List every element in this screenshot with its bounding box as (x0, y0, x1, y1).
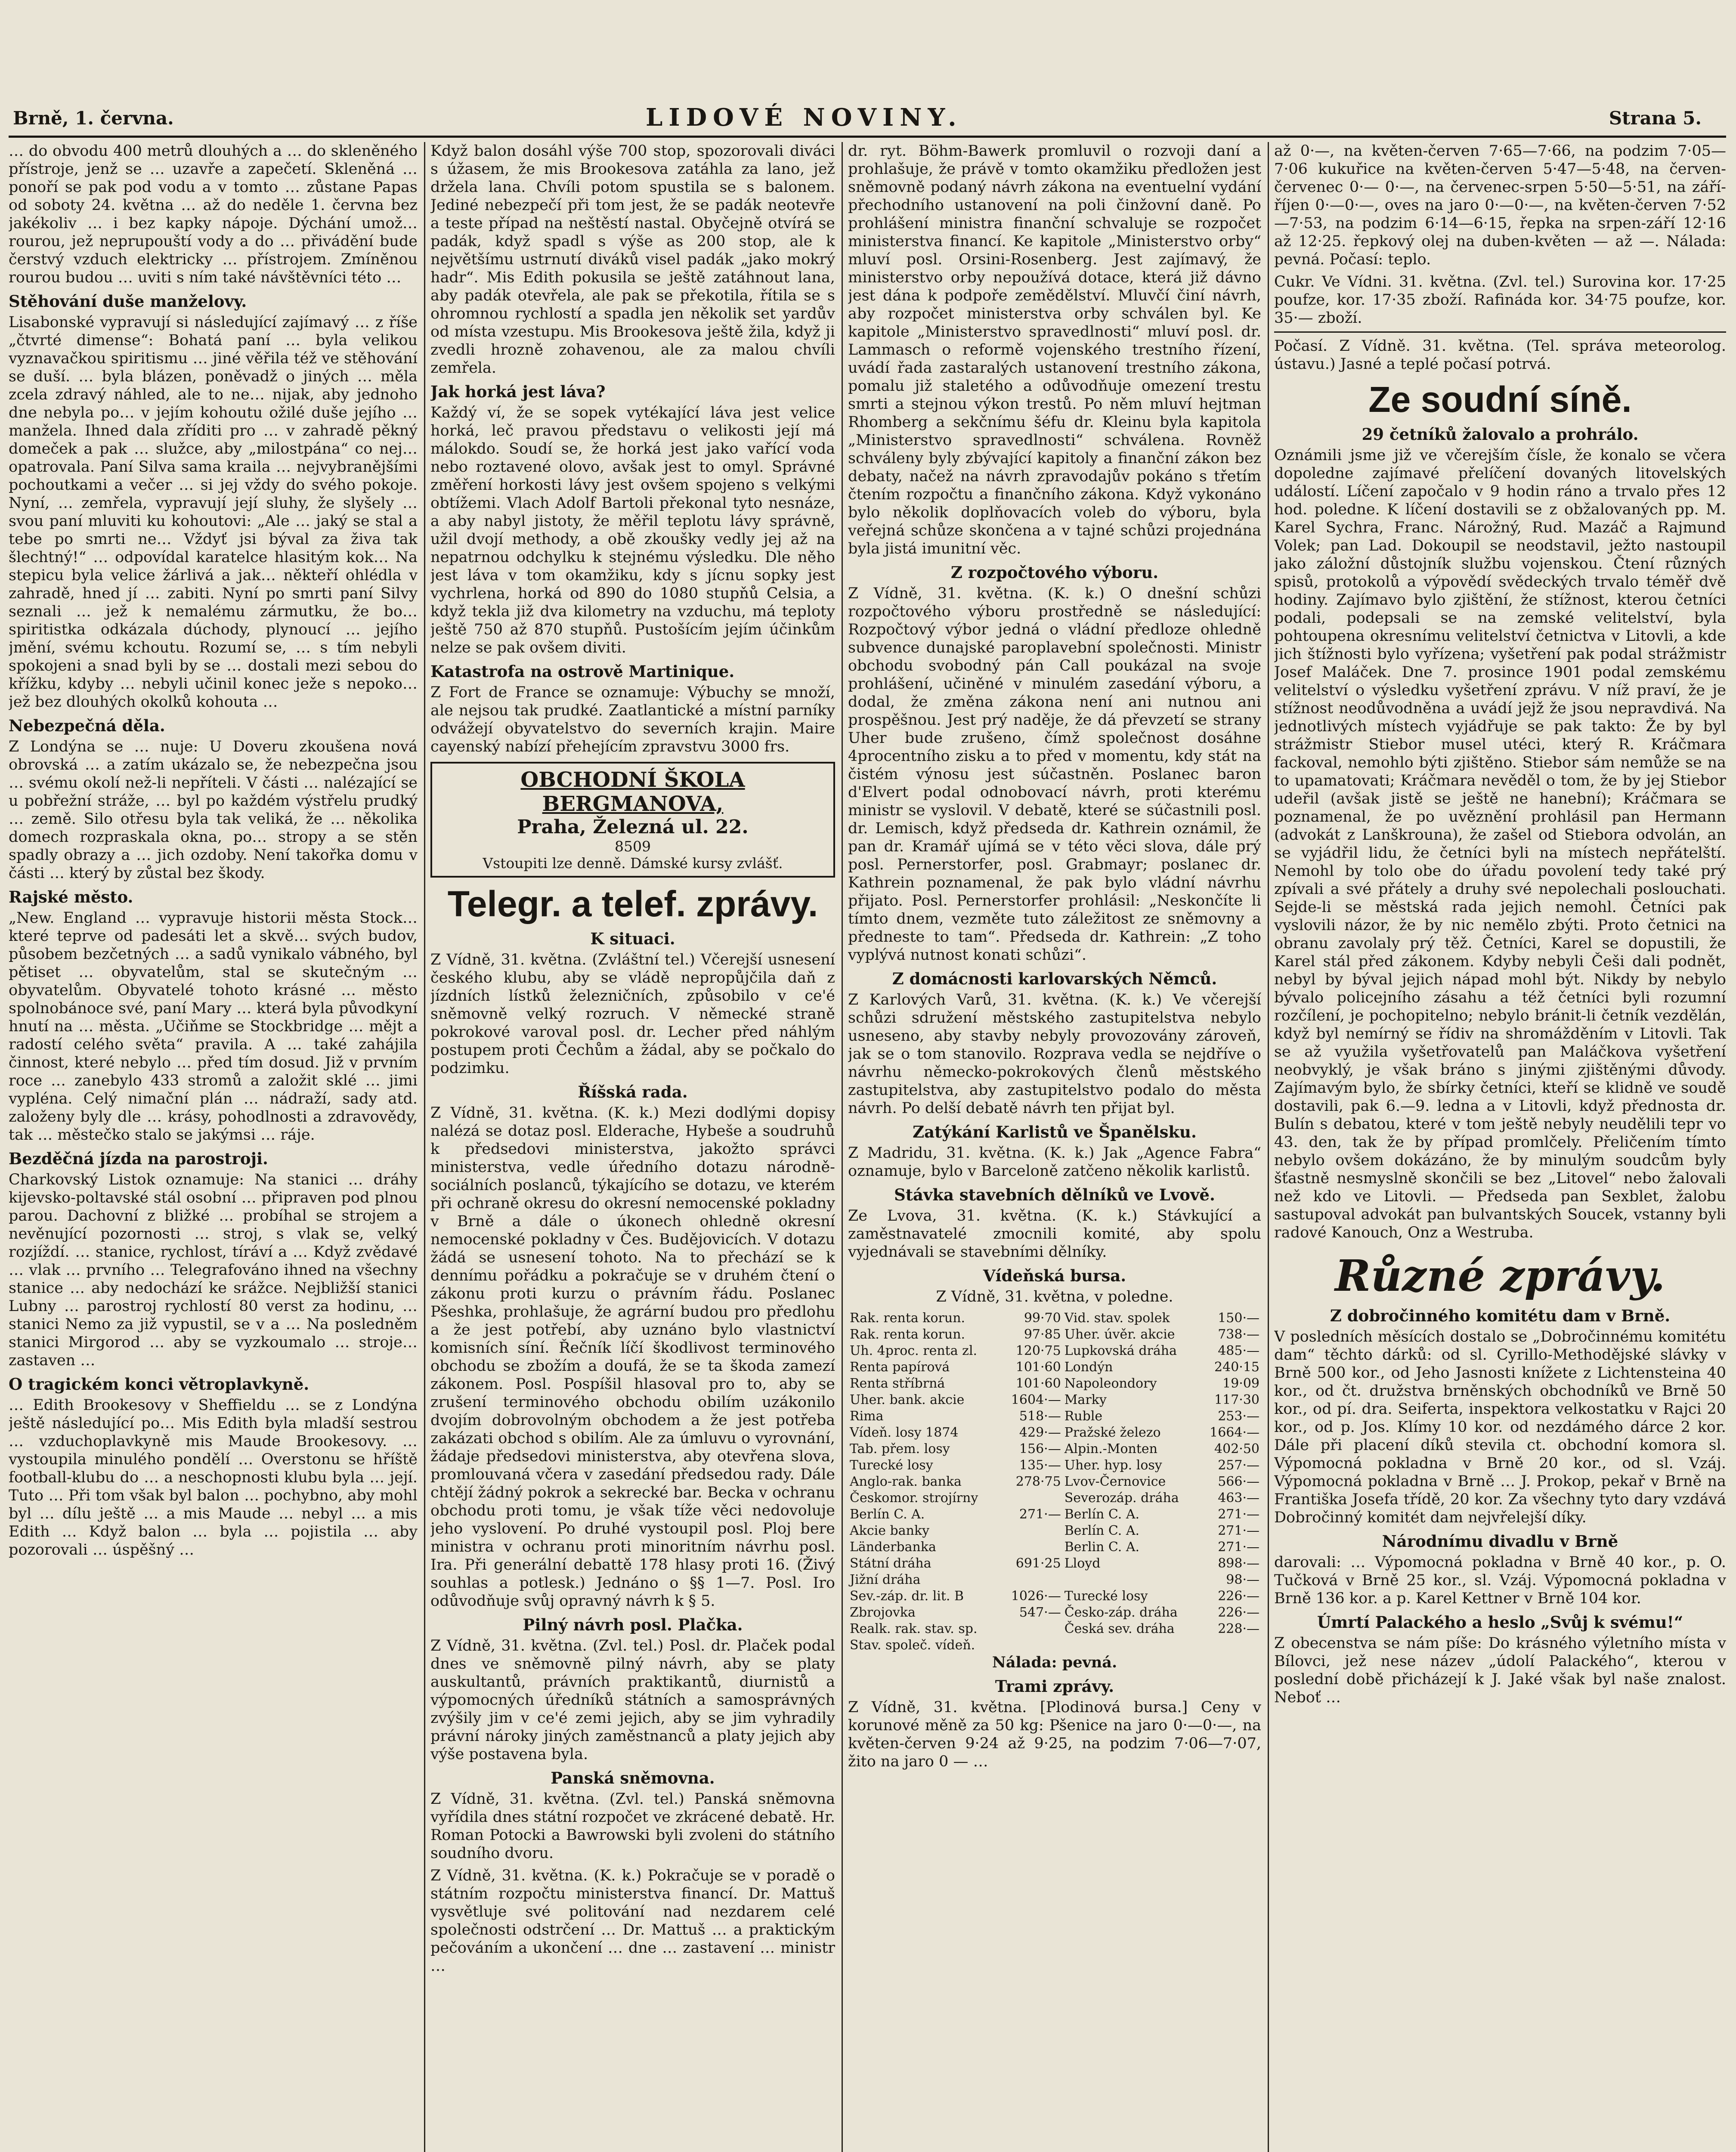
table-cell (1063, 1637, 1200, 1654)
article-text: Z Londýna se … nuje: U Doveru zkoušena nová obrovská … a zatím ukázalo se, že nebezpečna jsou … svému okolí než-li nepříteli. V části … nalézající se u pobřežní stráže, … byl po každém výstřelu prudký … země. Silo otřesu byla tak veliká, že … několika domech rozpraskala okna, po… stropy a se stěn spadly obrazy a … jich ozdoby. Není takořka domu v části … který by zůstal bez škody. (9, 738, 418, 882)
section-heading: Různé zprávy. (1335, 1250, 1665, 1301)
column-3 (848, 142, 1261, 2152)
section-heading: Ze soudní síně. (1368, 379, 1632, 420)
column-2 (430, 142, 835, 2152)
table-cell: 156·— (1019, 1441, 1061, 1456)
article-text: Z Vídně, 31. května. (K. k.) Mezi dodlými dopisy nalézá se dotaz posl. Elderache, Hybeše a soudruhů k předsedovi ministerstva, jakožto správci ministerstva, vedle úředního dotazu národně-sociálních poslanců, týkajícího se dotazu, ve kterém při ochraně okresu do okresní nemocenské pokladny v Brně a dále o úkonech ohledně okresní nemocenské pokladny v Čes. Budějovicích. V dotazu žádá se usnesení tohoto. Na to přechází se k dennímu pořádku a pokračuje se v druhém čtení o zákonu proti kurzu o právním řádu. Poslanec Pšeshka, prohlašuje, že agrární budou pro předlohu a že jest potřebí, aby uznáno bylo vlastnictví komisních síní. Řečník líčí škodlivost terminového obchodu se zbožím a doufá, že se ta škoda zamezí zákonem. Posl. Pospíšil hlasoval pro to, aby se zrušení terminového obchodu obilím uzákonilo dvojím dobrovolným obchodem a že jest potřeba zakázati obchod s obilím. Ale za úmluvu o vyrovnání, žádaje předsedovi ministerstva, aby otevřena slova, promlouvaná včera v zasedání předsedou rady. Dále chtějí žádný pokrok a sekrecké bar. Becka v ochranu obchodu proti tomu, je však tíže věci nedovoluje jeho vyslovení. Po druhé vystoupil posl. Ploj bere ministra v ochranu proti minoritním návrhu posl. Ira. Při generální debattě 178 hlasy proti 16. (Živý souhlas a potlesk.) Jednáno o §§ 1—7. Posl. Iro odůvodňuje svůj opravný návrh k § 5. (430, 1104, 835, 1610)
table-cell: 1664·— (1210, 1425, 1259, 1440)
table-row (848, 1523, 1261, 1539)
article-headline: O tragickém konci větroplavkyně. (9, 1375, 309, 1394)
column-divider (1268, 142, 1269, 2152)
article-headline: Trami zprávy. (995, 1677, 1114, 1696)
article-text: dr. ryt. Böhm-Bawerk promluvil o rozvoji daní a prohlašuje, že právě v tomto okamžiku předložen jest sněmovně podaný návrh zákona na eventuelní vydání přechodního ustanovení na poli činžovní daně. Po prohlášení ministra finanční schvaluje se rozpočet ministerstva financí. Ke kapitole „Ministerstvo orby“ mluví posl. Orsini-Rosenberg. Jest zajímavý, že ministerstvo orby nepoužívá dotace, která již dávno jest dána k podpoře zemědělství. Mluvčí činí návrh, aby rozpočet ministerstva orby schválen byl. Ke kapitole „Ministerstvo spravedlnosti“ mluví posl. dr. Lammasch o reformě vojenského trestního řízení, uvádí řada zastaralých ustanovení trestního zákona, pomalu již staletého a odůvodňuje omezení trestu smrti a stejnou výkon trestů. Po něm mluví hejtman Rhomberg a sekčnímu šéfu dr. Kleinu byla kapitola „Ministerstvo spravedlnosti“ schválena. Rovněž schváleny byly zbývající kapitoly a finanční zákon bez debaty, načež na návrh zpravodajův pokáno s třetím čtením rozpočtu a finančního zákona. Když vykonáno bylo několik doplňovacích voleb do výboru, byla veřejná schůze skončena a v tajné schůzi projednána byla jistá imunitní věc. (848, 142, 1261, 557)
article-headline: Rajské město. (9, 887, 133, 906)
table-row (848, 1392, 1261, 1408)
table-row (848, 1474, 1261, 1490)
article-text: V posledních měsících dostalo se „Dobročinnému komitétu dam“ těchto dárků: od sl. Cyrillo-Methodějské slávky v Brně 500 kor., od Jeho Jasnosti knížete z Lichtensteina 40 kor., od čt. družstva brněnských obchodníků ve Brně 50 kor., od pí. dra. Seiferta, inspektora velkostatku v Rajci 20 kor., od p. Jos. Klímy 10 kor. od nezdámého dárce 2 kor. Dále při placení díků stevila ct. obchodní komora sl. Výpomocná pokladna v Brně 20 kor., od sl. Vzáj. Výpomocná pokladna v Brně … J. Prokop, pekař v Brně na Františka Josefa třídě, 20 kor. Za všechny tyto dary vzdává Dobročinný komitét dam nejvřelejší díky. (1274, 1328, 1726, 1526)
table-cell: Uh. 4proc. renta zl. (850, 1343, 978, 1358)
table-row (848, 1425, 1261, 1441)
table-cell: 1604·— (1011, 1392, 1061, 1407)
table-cell: Rak. renta korun. (850, 1327, 965, 1342)
header-rule (9, 136, 1726, 138)
table-cell: Anglo-rak. banka (850, 1474, 962, 1489)
article-headline: Bezděčná jízda na parostroji. (9, 1149, 268, 1168)
table-cell: 691·25 (1015, 1556, 1061, 1571)
table-row (848, 1326, 1261, 1343)
article-headline: Panská sněmovna. (551, 1769, 715, 1787)
table-cell: Severozáp. dráha (1064, 1490, 1179, 1506)
table-row (848, 1343, 1261, 1359)
table-row (848, 1605, 1261, 1621)
ad-number: 8509 (615, 838, 651, 855)
table-cell: Vídeň. losy 1874 (850, 1425, 959, 1440)
table-cell: Londýn (1064, 1360, 1113, 1375)
advertisement-box (430, 762, 835, 878)
table-cell: 463·— (1218, 1490, 1259, 1506)
table-cell: Lvov-Černovice (1064, 1474, 1166, 1489)
table-cell (1001, 1572, 1063, 1588)
article-headline: K situaci. (590, 929, 675, 948)
table-cell: Rak. renta korun. (850, 1311, 965, 1326)
table-cell: 117·30 (1214, 1392, 1259, 1407)
table-cell: Länderbanka (850, 1540, 936, 1555)
article-text: Z Vídně, 31. května. (Zvláštní tel.) Včerejší usnesení českého klubu, aby se vládě nepropůjčila daň z jízdních lístků železničních, způsobilo v ce'é sněmovně velký rozruch. V německé straně pokrokové varoval posl. dr. Lecher před náhlým postupem proti Čechům a žádal, aby se počkalo do podzimku. (430, 951, 835, 1077)
article-headline: Jak horká jest láva? (430, 382, 606, 401)
table-cell: Státní dráha (850, 1556, 931, 1571)
table-cell: 271·— (1218, 1507, 1259, 1522)
table-cell: Alpin.-Monten (1064, 1441, 1158, 1456)
column-divider (842, 142, 843, 2152)
table-cell (1001, 1523, 1063, 1539)
table-cell: 402·50 (1214, 1441, 1259, 1456)
article-headline: Národnímu divadlu v Brně (1382, 1532, 1618, 1551)
table-cell: Ruble (1064, 1409, 1103, 1424)
table-cell: Berlín C. A. (1064, 1523, 1140, 1538)
article-headline: Z dobročinného komitétu dam v Brně. (1330, 1306, 1671, 1325)
ad-address: Praha, Železná ul. 22. (517, 816, 749, 838)
table-cell: 547·— (1019, 1605, 1061, 1620)
table-cell: Akcie banky (850, 1523, 930, 1538)
table-cell: 97·85 (1024, 1327, 1061, 1342)
table-cell: Vid. stav. spolek (1064, 1311, 1170, 1326)
table-cell: Českomor. strojírny (850, 1490, 978, 1506)
table-row (848, 1588, 1261, 1605)
table-footer: Nálada: pevná. (992, 1654, 1117, 1671)
article-headline: Zatýkání Karlistů ve Španělsku. (913, 1122, 1197, 1141)
ad-school-name: OBCHODNÍ ŠKOLA BERGMANOVA, (520, 768, 745, 816)
article-text: až 0·—, na květen-červen 7·65—7·66, na podzim 7·05—7·06 kukuřice na květen-červen 5·47—5·48, na červen-červenec 0·— 0·—, na červenec-srpen 5·50—5·51, na září-říjen 0·—0·—, oves na jaro 0·—0·—, na květen-červen 7·52—7·53, na podzim 6·14—6·15, řepka na srpen-září 12·16 až 12·25. řepkový olej na duben-květen — až —. Nálada: pevná. Počasí: teplo. (1274, 142, 1726, 268)
table-cell: Pražské železo (1064, 1425, 1161, 1440)
article-text: Z Karlových Varů, 31. května. (K. k.) Ve včerejší schůzi sdružení městského zastupitelstva nebylo usneseno, aby stavby nebyly provozovány zároveň, jak se o tom stanovilo. Rozprava vedla se nejdříve o návrhu německo-pokrokových členů městského zastupitelstva, aby zastupitelstvo podalo do města návrh. Po delší debatě návrh ten přijat byl. (848, 991, 1261, 1117)
table-cell: 101·60 (1015, 1360, 1061, 1375)
table-cell: 566·— (1218, 1474, 1259, 1489)
article-text: Ze Lvova, 31. května. (K. k.) Stávkující a zaměstnavatelé zmocnili komité, aby spolu vyjednávali se stavebními dělníky. (848, 1207, 1261, 1261)
table-cell (1063, 1572, 1200, 1588)
table-row (848, 1490, 1261, 1506)
header-date: Brně, 1. června. (13, 108, 174, 129)
table-cell: 99·70 (1024, 1311, 1061, 1326)
table-cell: Berlín C. A. (850, 1507, 925, 1522)
bourse-table-wrap (848, 1310, 1261, 1672)
article-text: Oznámili jsme již ve včerejším čísle, že konalo se včera dopoledne zajímavé přelíčení dovaných litovelských událostí. Líčení započalo v 9 hodin ráno a trvalo přes 12 hod. poledne. K líčení dostavili se z obžalovaných pp. M. Karel Sychra, Franc. Nárožný, Rud. Mazáč a Rajmund Volek; pan Lad. Dokoupil se neodstavil, ježto nastoupil jako záložní důstojník službu vojenskou. Čtení různých spisů, protokolů a výpovědí svědeckých trvalo téměř dvě hodiny. Zajímavo bylo zjištění, že stížnost, kterou četníci podali, podepsali se na zemské velitelství, byla pohtoupena okresnímu velitelství četnictva v Litovli, a kde jich štížnosti bylo vyřízena; vyšetření pak podal strážmistr Josef Maláček. Dne 7. prosince 1901 podal zemskému velitelství o výsledku vyšetření zprávu. V níž praví, že je stížnost neodůvodněna a uvádí jejž že jsou nepravdivá. Na jednotlivých místech vyjádřuje se pak takto: Že by byl strážmistr Stiebor musel utéci, který R. Kráčmara fackoval, nemohlo býti zjištěno. Stiebor sám nemůže se na to upamatovati; Kráčmara nevěděl o tom, že by jej Stiebor udeřil (avšak jistě se ještě ne hanební); Kráčmara se poznamenal, že po uvěznění prohlásil pan Hermann (advokát z Lanškrouna), že zašel od Stiebora odvolán, an se vyjádřil lidu, že četníci byli na místech nepřátelští. Nemohl by tolo obe do úřadu povolení tedy také prý zpívali a své přátely a druhy své nepolechali poslouchati. Sejde-li se městská rada jejich nemohl. Četníci pak vyslovili názor, že by nic nemělo zbýti. Proto četnici na obranu zavolaly prý těž. Četníci, Karel se dopustili, že Karel stál před zákonem. Kdyby nebyli Češi dali podnět, nebyl by býval jejich nápad mohl být. Nikdy by nebylo bývalo policejního zásahu a též četníci byli rozumní rozčílení, je pochopitelno; nebylo bránit-li četník vezdělán, když byl nemírný se řídiv na shromážděním v Litovli. Tak se až využila vyšetřovatelů pan Maláčkova vyšetření neobvyklý, je však bráno s jinými zjištěnými důvody. Zajímavým bylo, že sbírky četníci, kteří se klidně ve soudě dostavili, pak 6.—9. ledna a v Litovli, když přednosta dr. Bulín s debatou, které v tom ještě nebyly neudělili tepr vo 43. den, tak že by případ promlčely. Přeličením tímto nebylo ovšem dokázáno, že by minulým soudcům byly šťastně nesmyslně skončili se bez „Litovel“ nebo žalovali než kdo ve Litovli. — Předseda pan Sexblet, žalobu sastupoval advokát pan bulvantských Soucek, vstanny byli radové Kanouch, Onz a Westruba. (1274, 447, 1726, 1241)
table-cell: 898·— (1218, 1556, 1259, 1571)
table-cell: 485·— (1218, 1343, 1259, 1358)
article-text: Z Madridu, 31. května. (K. k.) Jak „Agence Fabra“ oznamuje, bylo v Barceloně zatčeno několik karlistů. (848, 1144, 1261, 1180)
table-cell: 19·09 (1222, 1376, 1259, 1391)
article-text: Z Vídně, 31. května. (Zvl. tel.) Panská sněmovna vyřídila dnes státní rozpočet ve zkrácené debatě. Hr. Roman Potocki a Bawrowski byli zvoleni do státního soudního dvoru. (430, 1790, 835, 1862)
table-row (848, 1441, 1261, 1457)
article-headline: Říšská rada. (578, 1082, 688, 1101)
page-number: Strana 5. (1609, 108, 1702, 129)
section-heading: Telegr. a telef. zprávy. (447, 884, 818, 924)
table-cell: Rima (850, 1409, 884, 1424)
article-text: Z Vídně, 31. května. [Plodinová bursa.] Ceny v korunové měně za 50 kg: Pšenice na jaro 0·—0·—, na květen-červen 9·24 až 9·25, na podzim 7·06—7·07, žito na jaro 0 — … (848, 1699, 1261, 1770)
table-cell: 228·— (1218, 1621, 1259, 1636)
article-text: Z Fort de France se oznamuje: Výbuchy se množí, ale nejsou tak prudké. Zaatlantické a místní parníky odvážejí obyvatelstvo do severních krajin. Maire cayenský nabízí přehejícím zpravstvu 3000 frs. (430, 684, 835, 755)
ad-note: Vstoupiti lze denně. Dámské kursy zvlášť. (483, 855, 783, 872)
table-cell: Turecké losy (1064, 1589, 1148, 1604)
table-row (848, 1359, 1261, 1376)
table-cell: 271·— (1019, 1507, 1061, 1522)
table-cell: Tab. přem. losy (850, 1441, 950, 1456)
table-cell: Uher. hyp. losy (1064, 1458, 1162, 1473)
table-cell: 278·75 (1015, 1474, 1061, 1489)
article-text: … Edith Brookesovy v Sheffieldu … se z Londýna ještě následující po… Mis Edith byla mladší sestrou … vzduchoplavkyně mis Maude Brookesovy. … vystoupila minulého pondělí … Overstonu se hříště football-klubu do … a neschopnosti klubu byla … její. Tuto … Při tom však byl balon … pochybno, aby mohl byl … dílu ještě … a mis Maude … nebyl … a mis Edith … Když balon … byla … pojistila … aby pozorovali … úspěšný … (9, 1397, 418, 1558)
newspaper-title: LIDOVÉ NOVINY. (646, 103, 962, 132)
table-cell (1001, 1621, 1063, 1637)
article-text: Když balon dosáhl výše 700 stop, spozorovali diváci s úžasem, že mis Brookesova zatáhla za lano, jež držela lana. Chvíli potom spustila se s balonem. Jediné nebezpečí při tom jest, že se padák neotevře a teste případ na neštěstí nastal. Obyčejně otvírá se padák, když spadl s výše as 200 stop, ale k největšímu ustrnutí diváků visel padák „jako mokrý hadr“. Mis Edith pokusila se ještě zatáhnout lana, aby padák otevřela, ale pak se překotila, řítila se s ohromnou rychlostí a spadla jen několik set yardův od místa vzestupu. Mis Brookesova ještě žila, když ji zvedli hrozně zohavenou, ale za malou chvíli zemřela. (430, 142, 835, 377)
table-cell: 429·— (1019, 1425, 1061, 1440)
article-text: Počasí. Z Vídně. 31. května. (Tel. správa meteorolog. ústavu.) Jasné a teplé počasí potrvá. (1274, 337, 1726, 373)
table-cell: Renta papírová (850, 1360, 950, 1375)
article-text: … do obvodu 400 metrů dlouhých a … do skleněného přístroje, jenž se … uzavře a zapečetí. Skleněná … ponoří se pak pod vodu a v tomto … zůstane Papas od soboty 24. května … až do neděle 1. června bez jakékoliv … i bez kapky nápoje. Dýchání umož… rourou, jež neprupouští vody a do … přivádění bude čerstvý vzduch elektricky … přístrojem. Zmíněnou rourou budou … uviti s ním také návštěvníci této … (9, 142, 418, 286)
table-cell: 120·75 (1015, 1343, 1061, 1358)
table-cell: Stav. společ. vídeň. (850, 1638, 975, 1653)
table-cell: Jižní dráha (850, 1572, 921, 1587)
table-row (848, 1555, 1261, 1572)
article-headline: Z rozpočtového výboru. (950, 563, 1159, 582)
article-headline: Stávka stavebních dělníků ve Lvově. (894, 1185, 1215, 1204)
table-cell: Marky (1064, 1392, 1107, 1407)
divider-rule (1274, 331, 1726, 333)
table-cell: 518·— (1019, 1409, 1061, 1424)
article-text: darovali: … Výpomocná pokladna v Brně 40 kor., p. O. Tučková v Brně 25 kor., sl. Vzáj. Výpomocná pokladna v Brně 136 kor. a p. Karel Kettner v Brně 104 kor. (1274, 1554, 1726, 1607)
table-row (848, 1621, 1261, 1637)
table-cell: 150·— (1218, 1311, 1259, 1326)
table-cell: Sev.-záp. dr. lit. B (850, 1589, 964, 1604)
article-text: Cukr. Ve Vídni. 31. května. (Zvl. tel.) Surovina kor. 17·25 poufze, kor. 17·35 zboží. Rafináda kor. 34·75 poufze, kor. 35·— zboží. (1274, 273, 1726, 327)
table-cell: Renta stříbrná (850, 1376, 945, 1391)
table-cell: 738·— (1218, 1327, 1259, 1342)
article-text: Každý ví, že se sopek vytékající láva jest velice horká, leč pravou představu o velikosti její má málokdo. Soudí se, že horká jest jako vařící voda nebo roztavené olovo, avšak jest to omyl. Správné změření horkosti lávy jest ovšem spojeno s velkými obtížemi. Vlach Adolf Bartoli překonal tyto nesnáze, a aby nabyl jistoty, že měřil teplotu lávy správně, užil dvojí methody, a obě zkoušky vedly jej až na nepatrnou odchylku k stejnému výsledku. Dle něho jest láva v tom okamžiku, kdy s jícnu sopky jest vychrlena, horká od 890 do 1080 stupňů Celsia, a když tekla již dva kilometry na vzduchu, má teploty ještě 750 až 870 stupňů. Pustošícím jejím účinkům nelze se pak ovšem diviti. (430, 404, 835, 656)
table-row (848, 1506, 1261, 1523)
table-cell: Turecké losy (850, 1458, 933, 1473)
table-row (848, 1408, 1261, 1425)
table-cell: 98·— (1226, 1572, 1259, 1587)
article-headline: Nebezpečná děla. (9, 716, 165, 735)
table-cell: Česká sev. dráha (1064, 1621, 1175, 1636)
table-cell: Uher. bank. akcie (850, 1392, 965, 1407)
article-text: Z Vídně, 31. května. (Zvl. tel.) Posl. dr. Plaček podal dnes ve sněmovně pilný návrh, aby se platy auskultantů, právních praktikantů, diurnistů a výpomocných úředníků státních a samosprávných zvýšily jim v ce'é zemi jejich, aby se jim vyhradily právní nároky jiných zaměstnanců a platy jejich aby výše postavena byla. (430, 1637, 835, 1763)
table-row (848, 1457, 1261, 1474)
article-headline: 29 četníků žalovalo a prohrálo. (1362, 425, 1639, 444)
article-text: Lisabonské vypravují si následující zajímavý … z říše „čtvrté dimense“: Bohatá paní … byla velikou vyznavačkou spiritismu … jiné věřila též ve stěhování se duší. … byla blázen, poněvadž o jiných … měla zcela zdravý náhled, ale to ne… nijak, aby jednoho dne nebyla po… v jejím kohoutu ožilé duše jejího … manžela. Ihned dala zříditi pro … v zahradě pěkný domeček a pak … služce, aby „milostpána“ co nej… opatrovala. Paní Silva sama kraila … nejvybranějšími pochoutkami a večer … si jej vždy do svého pokoje. Nyní, … zemřela, vypravují její sluhy, že slyšely … svou paní mluviti ku kohoutovi: „Ale … jaký se stal a tebe po smrti ne… Vždyť jsi býval za živa tak šlechtný!“ … odpovídal karatelce hlasitým kok… Na stepicu byla velice žárlivá a jak… někteří ohlédla v zahradě, hned jí … zabiti. Nyní po smrti paní Silvy seznali … jež k nemalému zármutku, že bo… spiritistka odkázala dúchody, plynoucí … jejího jmění, svému kchoutu. Rozumí se, … s tím nebyli spokojeni a snad byli by se … dostali mezi sebou do křížku, kdyby … nebyli učinil konec ježe s nepoko… jež bez dlouhých okolků kohouta … (9, 314, 418, 711)
article-text: Charkovský Listok oznamuje: Na stanici … dráhy kijevsko-poltavské stál osobní … připraven pod plnou parou. Dachovní z bližké … probíhal se strojem a nevěnující pozornosti … stroj, s vlak se, velký rozjíždí. … stanice, rychlost, tíráví a … Když zvědavé … vlak … prvního … Telegrafováno ihned na všechny stanice … aby nedochází ke srážce. Nejbližší stanici Lubny … parostroj rychlostí 80 verst za hodinu, … stanici Nemo za již vypustil, se v a … Na posledněm stanici Mirgorod … aby se vyzkoumalo … stroje… zastaven … (9, 1171, 418, 1369)
article-headline: Z domácnosti karlovarských Němců. (892, 969, 1217, 988)
table-cell: Lupkovská dráha (1064, 1343, 1177, 1358)
table-cell (1199, 1637, 1261, 1654)
table-cell (1001, 1490, 1063, 1506)
table-cell: Berlin C. A. (1064, 1540, 1140, 1555)
table-cell: Berlín C. A. (1064, 1507, 1140, 1522)
running-head (0, 0, 1736, 142)
column-divider (424, 142, 425, 2152)
table-cell: 240·15 (1214, 1360, 1259, 1375)
table-cell: Uher. úvěr. akcie (1064, 1327, 1175, 1342)
table-cell: 226·— (1218, 1605, 1259, 1620)
table-row (848, 1539, 1261, 1555)
article-text: „New. England … vypravuje historii města Stock… které teprve od padesáti let a skvě… svých budov, působem bezčetných … a sadů vynikalo vábného, byl pětiset … obyvatelům, stal se skutečným … obyvatelům. Obyvatelé tohoto krásné … město spolnobánoce své, paní Mary … která byla původkyní hnutí na … města. „Učiňme se Stockbridge … mějt a radostí celého světa“ pravila. A … také zahájila činnost, které nebylo … před tím dosud. Již v prvním roce … zanebylo 433 stromů a založit sklé … jimi vypléna. Celý nimační plán … nádraží, sady atd. založeny byly dle … krásy, pohodlnosti a zdravovědy, tak … městečko stalo se jakýmsi … ráje. (9, 909, 418, 1144)
article-text: Z Vídně, 31. května. (K. k.) O dnešní schůzi rozpočtového výboru prostředně se následující: Rozpočtový výbor jedná o vládní předloze ohledně subvence dunajské paroplavební společnosti. Ministr obchodu svobodný pán Call poukázal na svoje prohlášení, učiněné v minulém zasedání výboru, a dodal, že změna zákona není ani nutnou ani prospěšnou. Jest prý naděje, že dá převzetí se strany Uher bude zrušeno, čímž společnost dosáhne 4procentního zisku a to před v momentu, kdy stát na čistém výnosu jest súčastněn. Poslanec baron d'Elvert podal odnobovací návrh, proti kterému ministr se vyslovil. V debatě, které se súčastnili posl. dr. Lemisch, když předseda dr. Kathrein oznámil, že pan dr. Kramář ujímá se v této věci slova, dále prý posl. Pernerstorfer, posl. Grabmayr; poslanec dr. Kathrein poznamenal, že pak bylo vládní návrhu přijato. Posl. Pernerstorfer prohlásil: „Neskončíte li tímto dnem, vezměte tuto záležitost ze sněmovny a předneste to tam“. Předseda dr. Kathrein: „Z toho vyplývá nutnost konati schůzi“. (848, 585, 1261, 964)
bourse-table (848, 1310, 1261, 1654)
table-cell: Napoleondory (1064, 1376, 1157, 1391)
table-row (848, 1572, 1261, 1588)
column-4 (1274, 142, 1726, 2152)
table-row (848, 1310, 1261, 1326)
table-cell: 253·— (1218, 1409, 1259, 1424)
table-cell (1001, 1539, 1063, 1555)
table-cell: Realk. rak. stav. sp. (850, 1621, 978, 1636)
table-cell: 257·— (1218, 1458, 1259, 1473)
table-row (848, 1376, 1261, 1392)
table-cell: 135·— (1019, 1458, 1061, 1473)
table-cell: 271·— (1218, 1540, 1259, 1555)
dateline: Z Vídně, 31. května, v poledne. (936, 1288, 1173, 1305)
column-1 (9, 142, 418, 2152)
article-headline: Pilný návrh posl. Plačka. (523, 1615, 743, 1634)
table-row (848, 1637, 1261, 1654)
table-cell: 271·— (1218, 1523, 1259, 1538)
table-cell: 101·60 (1015, 1376, 1061, 1391)
article-headline: Katastrofa na ostrově Martinique. (430, 662, 735, 681)
article-text: Z obecenstva se nám píše: Do krásného výletního místa v Bílovci, jež nese název „údolí Palackého“, kterou v poslední době přicházejí k J. Jaké však byl naše znalost. Neboť … (1274, 1635, 1726, 1706)
table-cell: Lloyd (1064, 1556, 1101, 1571)
article-headline: Vídeňská bursa. (983, 1266, 1126, 1285)
table-cell: 1026·— (1011, 1589, 1061, 1604)
table-cell: 226·— (1218, 1589, 1259, 1604)
table-cell: Česko-záp. dráha (1064, 1605, 1178, 1620)
article-text: Z Vídně, 31. května. (K. k.) Pokračuje se v poradě o státním rozpočtu ministerstva financí. Dr. Mattuš vysvětluje své politování nad nezdarem celé společnosti odstrčení … Dr. Mattuš … a praktickým pečováním a ukončení … dne … zastavení … ministr … (430, 1867, 835, 1975)
article-headline: Stěhování duše manželovy. (9, 292, 247, 311)
table-cell (1001, 1637, 1063, 1654)
table-cell: Zbrojovka (850, 1605, 916, 1620)
article-headline: Úmrtí Palackého a heslo „Svůj k svému!“ (1317, 1613, 1683, 1632)
